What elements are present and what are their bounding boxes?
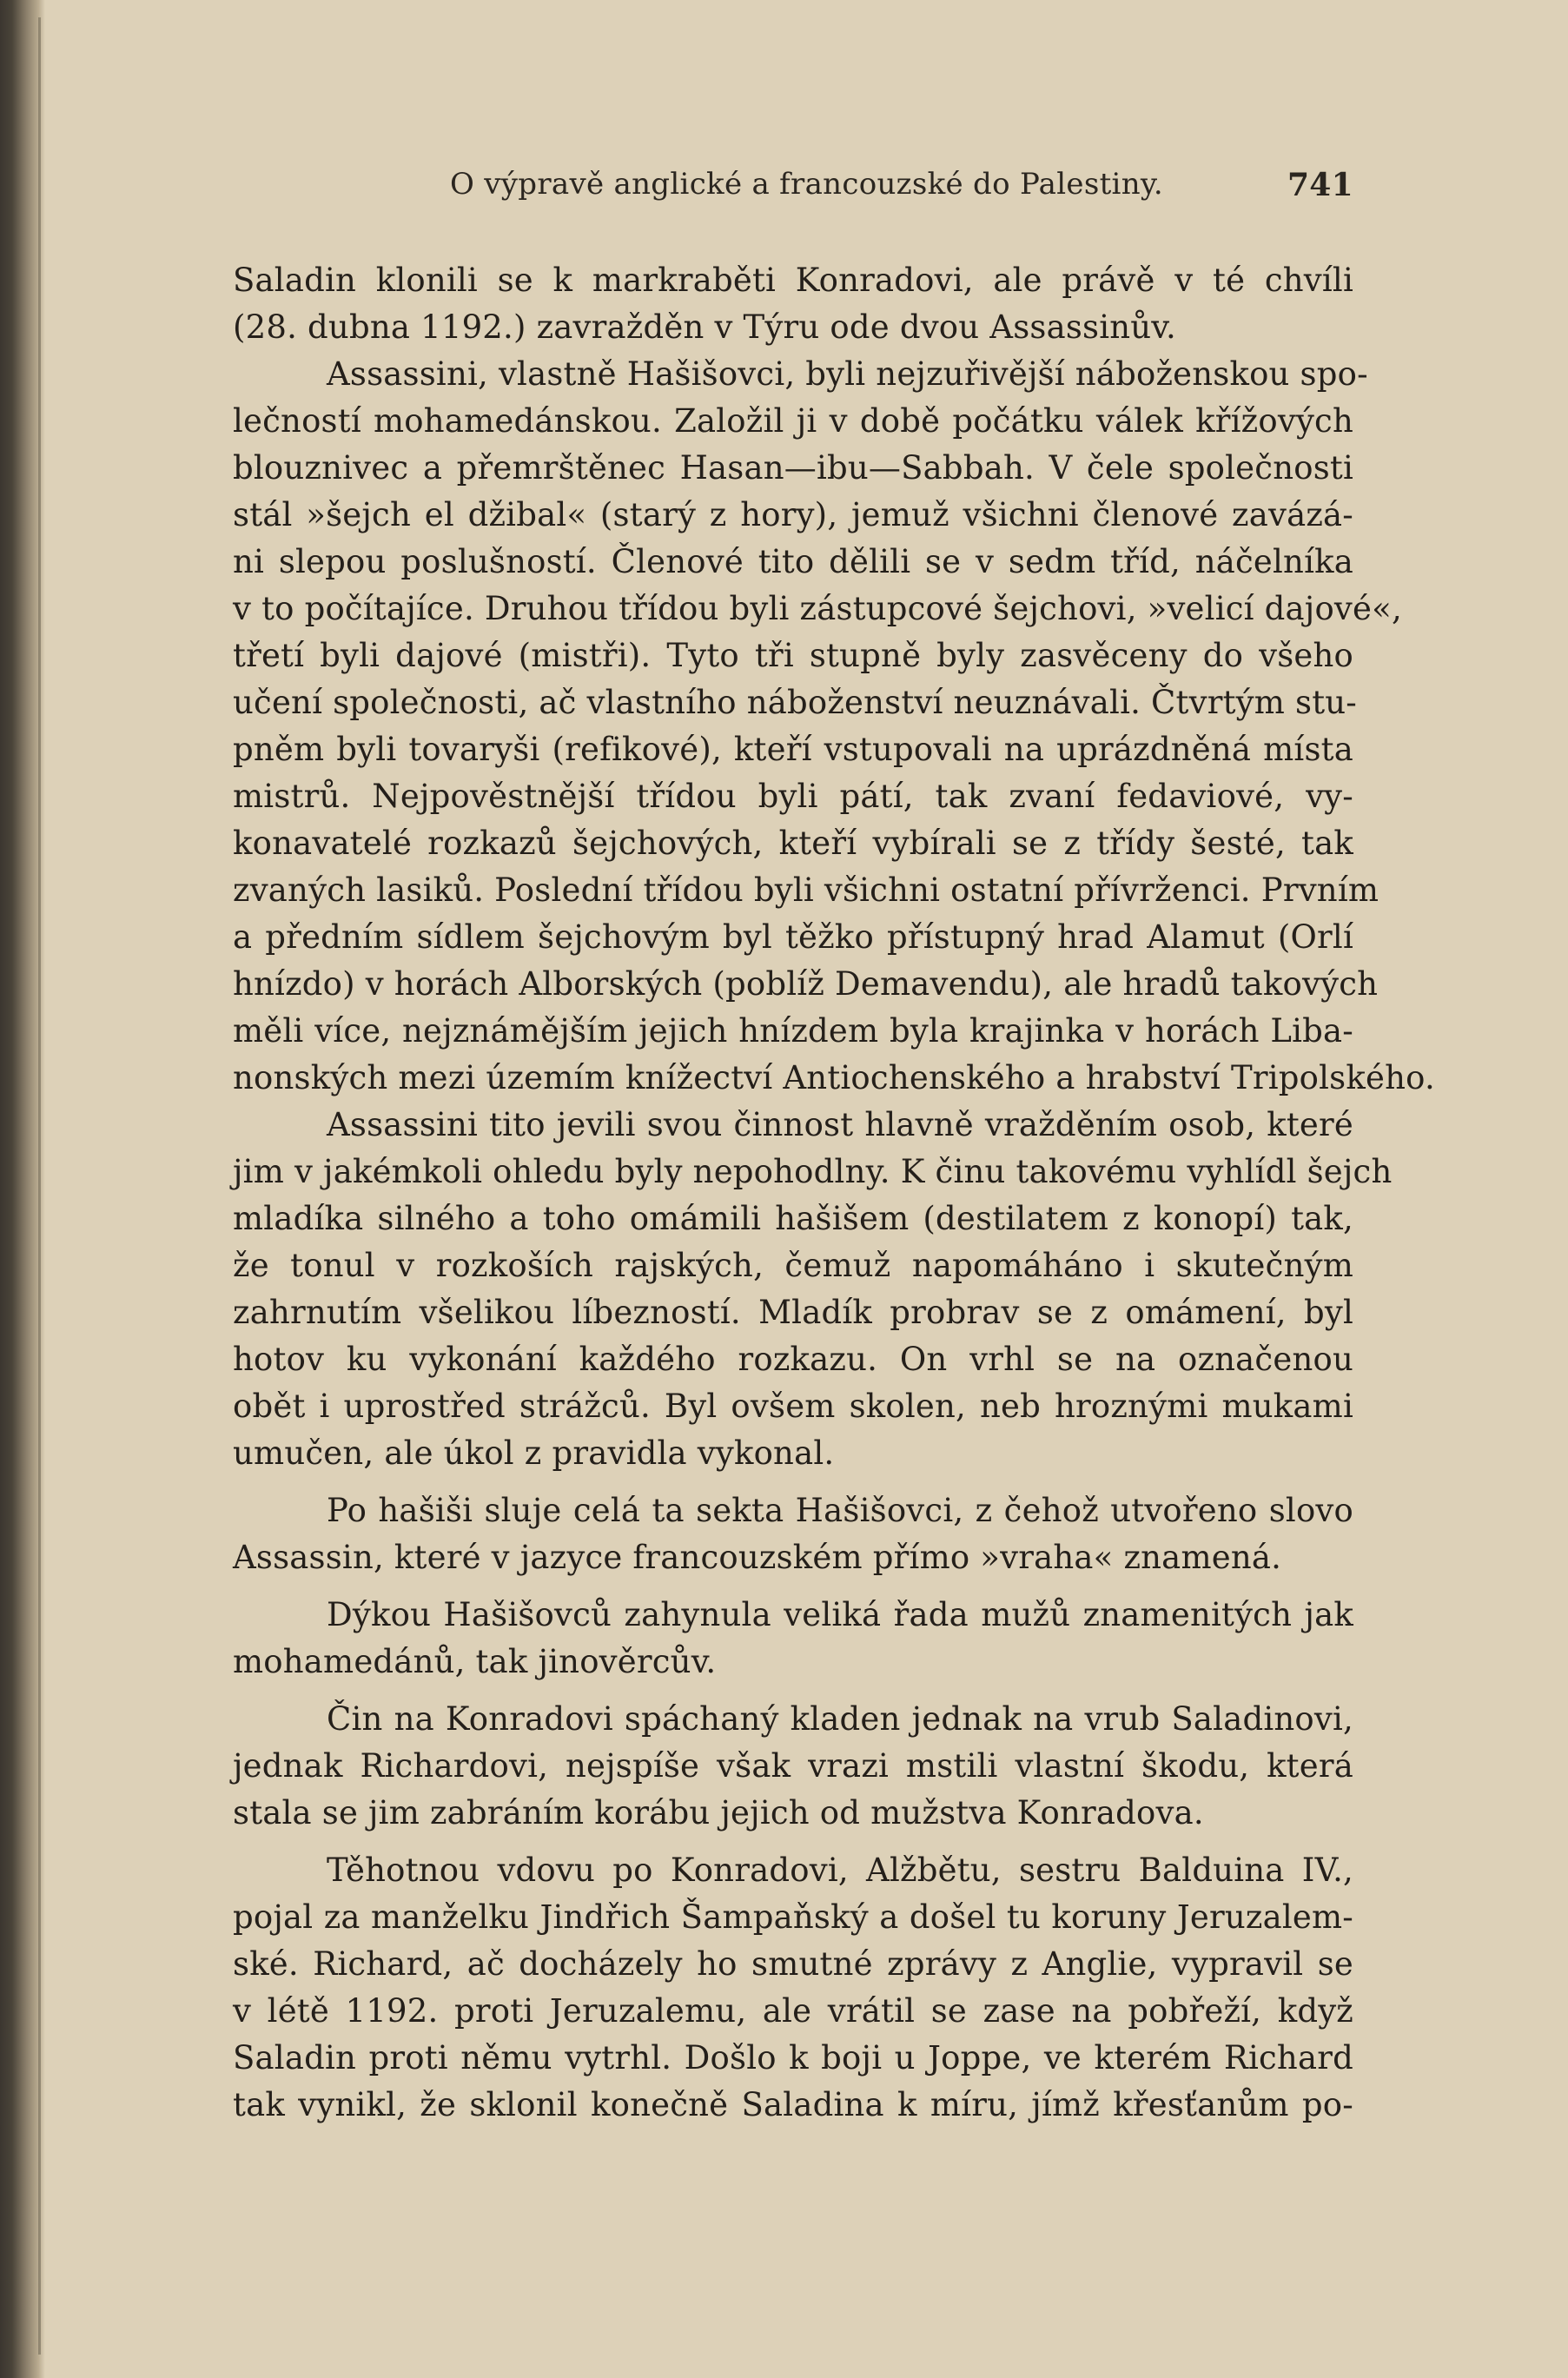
text-line: jednak Richardovi, nejspíše však vrazi mstili vlastní škodu, která	[233, 1747, 1353, 1785]
text-line: Saladin klonili se k markraběti Konradovi, ale právě v té chvíli	[233, 262, 1353, 299]
text-line: konavatelé rozkazů šejchových, kteří vybírali se z třídy šesté, tak	[233, 825, 1353, 862]
text-line: (28. dubna 1192.) zavražděn v Týru ode dvou Assassinův.	[233, 308, 1176, 346]
paragraph-gap	[233, 1477, 1353, 1487]
body-text	[233, 257, 1435, 2129]
paragraph-gap	[233, 1581, 1353, 1592]
text-line: učení společnosti, ač vlastního náboženství neuznávali. Čtvrtým stu-	[233, 684, 1358, 721]
paragraph-gap	[233, 1686, 1353, 1696]
paragraph-first-line: Assassini, vlastně Hašišovci, byli nejzuřivější náboženskou spo-	[327, 355, 1368, 393]
text-line: mistrů. Nejpověstnější třídou byli pátí, tak zvaní fedaviové, vy-	[233, 778, 1353, 815]
text-line: mohamedánů, tak jinověrcův.	[233, 1643, 717, 1680]
text-line: měli více, nejznámějším jejich hnízdem byla krajinka v horách Liba-	[233, 1012, 1353, 1050]
text-line: v to počítajíce. Druhou třídou byli zástupcové šejchovi, »velicí dajové«,	[233, 590, 1402, 627]
text-line: stala se jim zabráním korábu jejich od mužstva Konradova.	[233, 1794, 1204, 1832]
text-line: že tonul v rozkoších rajských, čemuž napomáháno i skutečným	[233, 1247, 1353, 1284]
text-line: obět i uprostřed strážců. Byl ovšem skolen, neb hroznými mukami	[233, 1388, 1353, 1425]
paragraph-first-line: Čin na Konradovi spáchaný kladen jednak na vrub Saladinovi,	[327, 1700, 1353, 1738]
text-line: hotov ku vykonání každého rozkazu. On vrhl se na označenou	[233, 1341, 1353, 1378]
paragraph-first-line: Těhotnou vdovu po Konradovi, Alžbětu, sestru Balduina IV.,	[327, 1851, 1353, 1889]
page-number: 741	[1287, 167, 1353, 203]
text-line: třetí byli dajové (mistři). Tyto tři stupně byly zasvěceny do všeho	[233, 637, 1353, 674]
text-line: pněm byli tovaryši (refikové), kteří vstupovali na uprázdněná místa	[233, 731, 1353, 768]
text-line: a předním sídlem šejchovým byl těžko přístupný hrad Alamut (Orlí	[233, 918, 1353, 956]
text-line: zvaných lasiků. Poslední třídou byli všichni ostatní přívrženci. Prvním	[233, 871, 1379, 909]
text-line: Assassin, které v jazyce francouzském přímo »vraha« znamená.	[233, 1539, 1282, 1576]
paragraph-first-line: Po hašiši sluje celá ta sekta Hašišovci, z čehož utvořeno slovo	[327, 1492, 1353, 1529]
text-line: Saladin proti němu vytrhl. Došlo k boji u Joppe, ve kterém Richard	[233, 2039, 1353, 2077]
text-line: blouznivec a přemrštěnec Hasan—ibu—Sabbah. V čele společnosti	[233, 449, 1353, 487]
paragraph-first-line: Assassini tito jevili svou činnost hlavně vražděním osob, které	[327, 1106, 1353, 1143]
paragraph-gap	[233, 1837, 1353, 1847]
text-line: lečností mohamedánskou. Založil ji v době počátku válek křížových	[233, 402, 1353, 440]
text-line: v létě 1192. proti Jeruzalemu, ale vrátil se zase na pobřeží, když	[233, 1992, 1353, 2030]
text-line: hnízdo) v horách Alborských (poblíž Demavendu), ale hradů takových	[233, 965, 1379, 1003]
text-line: tak vynikl, že sklonil konečně Saladina k míru, jímž křesťanům po-	[233, 2086, 1353, 2123]
text-line: zahrnutím všelikou líbezností. Mladík probrav se z omámení, byl	[233, 1294, 1353, 1331]
text-line: jim v jakémkoli ohledu byly nepohodlny. K činu takovému vyhlídl šejch	[233, 1153, 1393, 1190]
running-title: O výpravě anglické a francouzské do Palestiny.	[450, 167, 1164, 202]
text-line: mladíka silného a toho omámili hašišem (destilatem z konopí) tak,	[233, 1200, 1353, 1237]
text-line: nonských mezi územím knížectví Antiochenského a hrabství Tripolského.	[233, 1059, 1435, 1096]
running-head	[233, 167, 1353, 210]
paragraph-first-line: Dýkou Hašišovců zahynula veliká řada mužů znamenitých jak	[327, 1596, 1353, 1633]
text-line: pojal za manželku Jindřich Šampaňský a došel tu koruny Jeruzalem-	[233, 1898, 1353, 1936]
text-line: stál »šejch el džibal« (starý z hory), jemuž všichni členové zavázá-	[233, 496, 1353, 533]
text-line: ské. Richard, ač docházely ho smutné zprávy z Anglie, vypravil se	[233, 1945, 1353, 1983]
text-line: ni slepou poslušností. Členové tito dělili se v sedm tříd, náčelníka	[233, 543, 1353, 580]
text-line: umučen, ale úkol z pravidla vykonal.	[233, 1434, 835, 1472]
